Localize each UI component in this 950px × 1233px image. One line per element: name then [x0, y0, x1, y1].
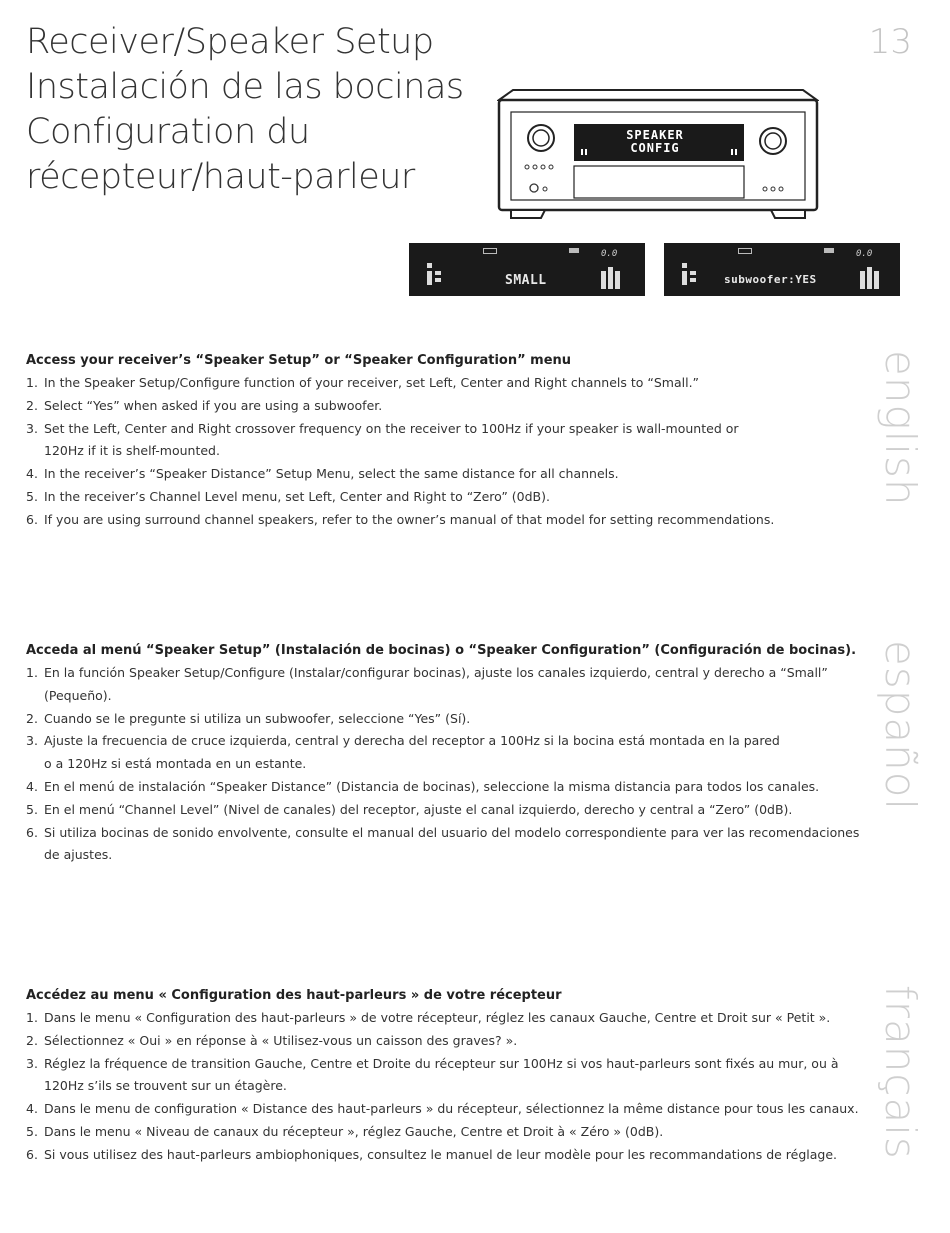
list-item: 4. En el menú de instalación “Speaker Distance” (Distancia de bocinas), seleccione la misma distancia para todos los canales.: [26, 778, 820, 794]
list-item: 2. Select “Yes” when asked if you are using a subwoofer.: [26, 397, 383, 413]
list-item: 1. Dans le menu « Configuration des haut-parleurs » de votre récepteur, réglez les canaux Gauche, Centre et Droit sur « Petit ».: [26, 1010, 831, 1025]
channel-meter-icon: [601, 267, 621, 289]
channel-meter-icon: [860, 267, 880, 289]
section-heading: Access your receiver’s “Speaker Setup” or “Speaker Configuration” menu: [26, 353, 572, 368]
list-item: 4. In the receiver’s “Speaker Distance” Setup Menu, select the same distance for all channels.: [26, 466, 619, 482]
lcd-level-readout: 0.0: [856, 249, 873, 259]
list-item: 5. Dans le menu « Niveau de canaux du récepteur », réglez Gauche, Centre et Droit à « Zéro » (0dB).: [26, 1123, 664, 1139]
lcd-indicator-icon: [738, 248, 752, 254]
lcd-indicator-icon: [483, 248, 497, 254]
lcd-level-readout: 0.0: [601, 249, 618, 259]
lcd-indicator-icon: [569, 248, 579, 253]
list-item: 5. In the receiver’s Channel Level menu, set Left, Center and Right to “Zero” (0dB).: [26, 488, 550, 504]
list-item: 3. Ajuste la frecuencia de cruce izquierda, central y derecha del receptor a 100Hz si la bocina está montada en la pared o a 120Hz si está montada en un estante.: [26, 733, 780, 772]
receiver-screen-text: [600, 129, 710, 155]
list-item: 2. Cuando se le pregunte si utiliza un subwoofer, seleccione “Yes” (Sí).: [26, 710, 471, 726]
speaker-layout-icon: [427, 263, 443, 287]
lcd-display-subwoofer: [664, 243, 900, 296]
side-label-spanish: español: [876, 640, 925, 812]
list-item: 3. Set the Left, Center and Right crossover frequency on the receiver to 100Hz if your speaker is wall-mounted or 120Hz if it is shelf-mounted.: [26, 420, 739, 459]
side-label-french: français: [876, 985, 925, 1160]
screen-line-2: CONFIG: [630, 141, 680, 155]
lcd-display-small: [409, 243, 645, 296]
section-heading: Acceda al menú “Speaker Setup” (Instalación de bocinas) o “Speaker Configuration” (Configuración de bocinas).: [26, 643, 857, 658]
page-number: 13: [868, 22, 912, 62]
side-label-english: english: [876, 350, 925, 507]
speaker-layout-icon: [682, 263, 698, 287]
list-item: 6. Si vous utilisez des haut-parleurs ambiophoniques, consultez le manuel de leur modèle pour les recommandations de réglage.: [26, 1146, 838, 1162]
list-item: 4. Dans le menu de configuration « Distance des haut-parleurs » du récepteur, sélectionnez la même distance pour tous les canaux.: [26, 1101, 859, 1117]
screen-line-1: SPEAKER: [626, 128, 684, 142]
list-item: 2. Sélectionnez « Oui » en réponse à « Utilisez-vous un caisson des graves? ».: [26, 1032, 518, 1048]
lcd-text-subwoofer: subwoofer:YES: [724, 273, 817, 286]
list-item: 3. Réglez la fréquence de transition Gauche, Centre et Droite du récepteur sur 100Hz si vos haut-parleurs sont fixés au mur, ou à 120Hz s’ils se trouvent sur un étagère.: [26, 1055, 839, 1094]
section-spanish: [26, 640, 876, 867]
list-item: 1. In the Speaker Setup/Configure function of your receiver, set Left, Center and Right channels to “Small.”: [26, 375, 700, 390]
lcd-indicator-icon: [824, 248, 834, 253]
title-line-english: Receiver/Speaker Setup: [26, 22, 434, 62]
instruction-list: [26, 1007, 876, 1167]
instruction-list: [26, 662, 876, 867]
list-item: 5. En el menú “Channel Level” (Nivel de canales) del receptor, ajuste el canal izquierdo, derecho y central a “Zero” (0dB).: [26, 801, 793, 817]
section-english: [26, 350, 876, 532]
receiver-illustration: [497, 88, 819, 222]
title-line-french-1: Configuration du: [26, 112, 310, 152]
list-item: 1. En la función Speaker Setup/Configure (Instalar/configurar bocinas), ajuste los canales izquierdo, central y derecho a “Small” (Pequeño).: [26, 665, 828, 703]
list-item: 6. Si utiliza bocinas de sonido envolvente, consulte el manual del usuario del modelo correspondiente para ver las recomendaciones de ajustes.: [26, 824, 860, 863]
lcd-text-small: SMALL: [505, 273, 547, 288]
list-item: 6. If you are using surround channel speakers, refer to the owner’s manual of that model for setting recommendations.: [26, 511, 775, 527]
section-french: [26, 985, 876, 1167]
section-heading: Accédez au menu « Configuration des haut-parleurs » de votre récepteur: [26, 988, 562, 1003]
instruction-list: [26, 372, 876, 532]
page-title: [26, 20, 464, 200]
title-line-spanish: Instalación de las bocinas: [26, 67, 464, 107]
title-line-french-2: récepteur/haut-parleur: [26, 157, 415, 197]
